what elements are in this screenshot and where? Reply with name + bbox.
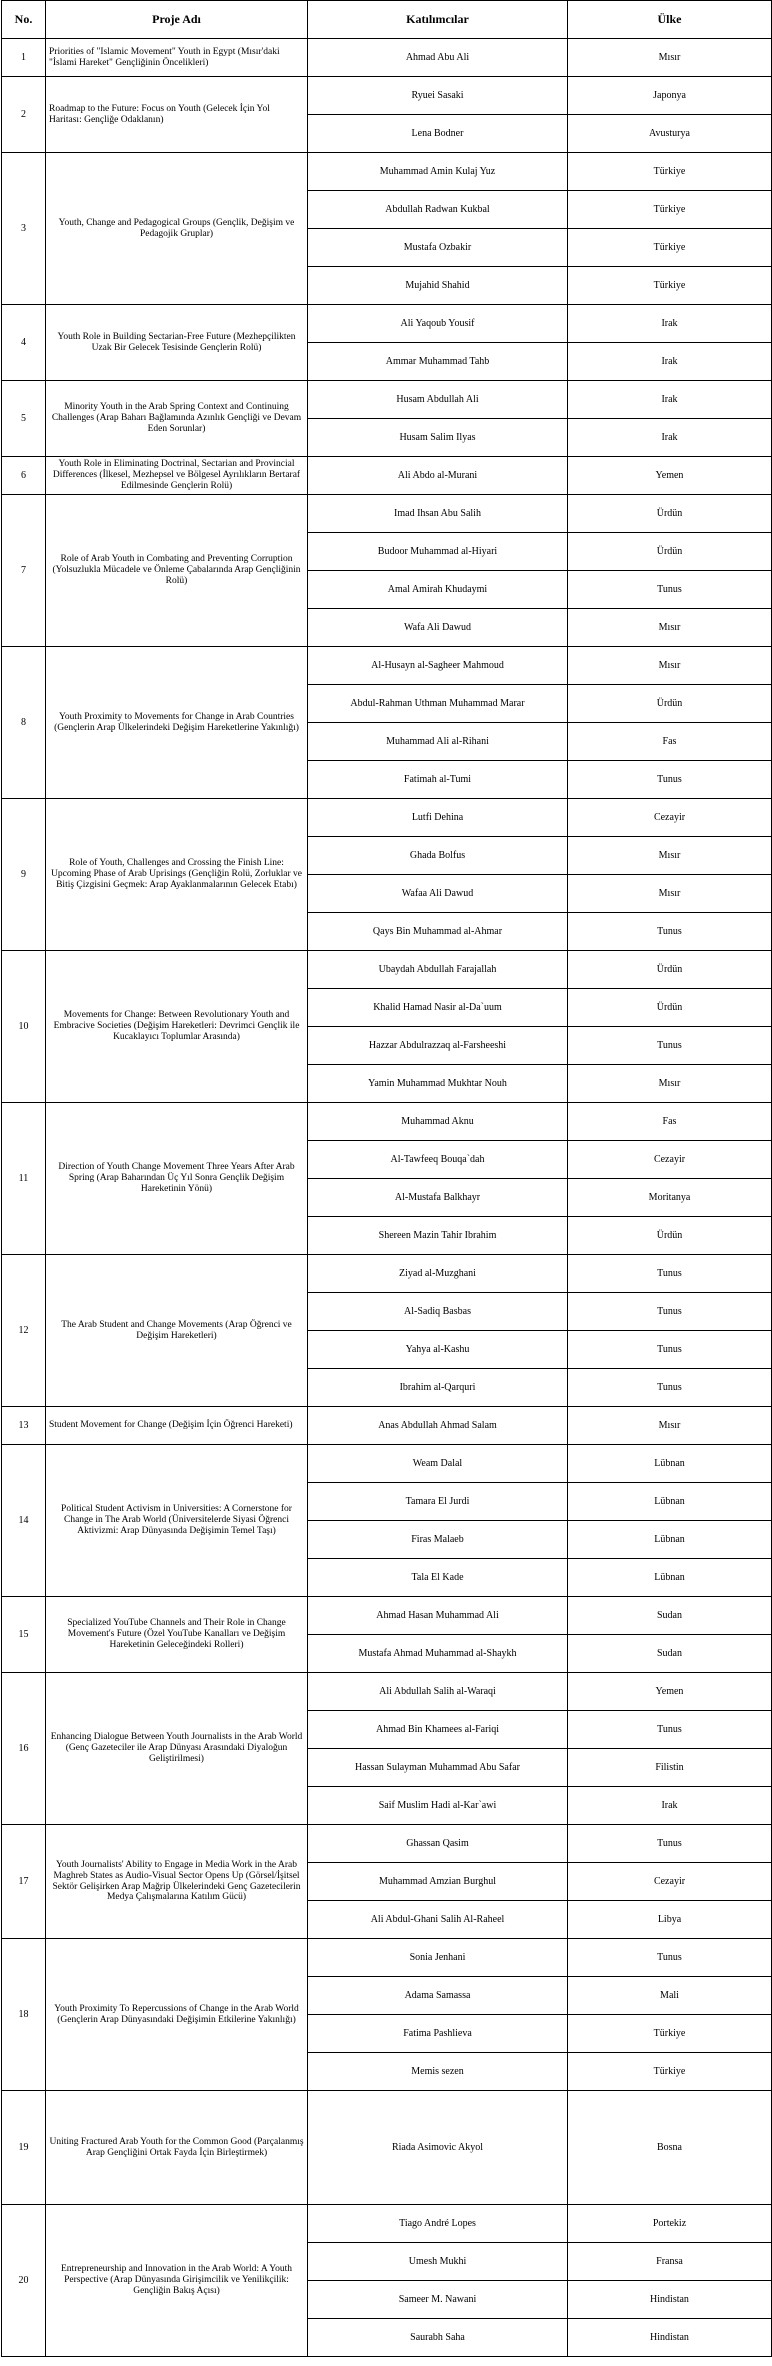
participant-name: Shereen Mazin Tahir Ibrahim xyxy=(308,1217,568,1255)
participant-name: Adama Samassa xyxy=(308,1977,568,2015)
participant-country: Libya xyxy=(568,1901,772,1939)
participant-country: Ürdün xyxy=(568,1217,772,1255)
participant-name: Firas Malaeb xyxy=(308,1521,568,1559)
project-number: 12 xyxy=(2,1255,46,1407)
participant-name: Muhammad Ali al-Rihani xyxy=(308,723,568,761)
table-row xyxy=(2,951,772,989)
participant-country: Irak xyxy=(568,381,772,419)
project-number: 18 xyxy=(2,1939,46,2091)
participant-country: Irak xyxy=(568,305,772,343)
participant-country: Filistin xyxy=(568,1749,772,1787)
projects-table xyxy=(1,0,772,2357)
project-title: Youth Journalists' Ability to Engage in Media Work in the Arab Maghreb States as Audio-Visual Sector Opens Up (Görsel/İşitsel Sektör Gelişirken Arap Mağrip Ülkelerindeki Genç Gazetecilerin Medya Çalışmalarına Katılım Gücü) xyxy=(46,1825,308,1939)
table-row xyxy=(2,799,772,837)
participant-country: Tunus xyxy=(568,1939,772,1977)
participant-name: Muhammad Amin Kulaj Yuz xyxy=(308,153,568,191)
participant-name: Wafa Ali Dawud xyxy=(308,609,568,647)
participant-country: Sudan xyxy=(568,1635,772,1673)
project-title: Youth, Change and Pedagogical Groups (Gençlik, Değişim ve Pedagojik Gruplar) xyxy=(46,153,308,305)
participant-country: Irak xyxy=(568,419,772,457)
participant-name: Al-Tawfeeq Bouqa`dah xyxy=(308,1141,568,1179)
participant-name: Weam Dalal xyxy=(308,1445,568,1483)
participant-name: Hazzar Abdulrazzaq al-Farsheeshi xyxy=(308,1027,568,1065)
participant-country: Tunus xyxy=(568,1825,772,1863)
project-title: Youth Proximity To Repercussions of Change in the Arab World (Gençlerin Arap Dünyasındaki Değişimin Etkilerine Yakınlığı) xyxy=(46,1939,308,2091)
participant-country: Bosna xyxy=(568,2091,772,2205)
project-number: 5 xyxy=(2,381,46,457)
project-title: Student Movement for Change (Değişim İçin Öğrenci Hareketi) xyxy=(46,1407,308,1445)
participant-country: Tunus xyxy=(568,913,772,951)
project-title: Priorities of "Islamic Movement" Youth in Egypt (Mısır'daki "İslami Hareket" Gençliğinin Öncelikleri) xyxy=(46,39,308,77)
project-number: 8 xyxy=(2,647,46,799)
participant-name: Abdullah Radwan Kukbal xyxy=(308,191,568,229)
participant-country: Lübnan xyxy=(568,1483,772,1521)
participant-name: Wafaa Ali Dawud xyxy=(308,875,568,913)
table-row xyxy=(2,1445,772,1483)
participant-country: Mali xyxy=(568,1977,772,2015)
project-number: 4 xyxy=(2,305,46,381)
participant-country: Mısır xyxy=(568,39,772,77)
participant-country: Mısır xyxy=(568,1065,772,1103)
project-title: Roadmap to the Future: Focus on Youth (Gelecek İçin Yol Haritası: Gençliğe Odaklanın) xyxy=(46,77,308,153)
participant-name: Riada Asimovic Akyol xyxy=(308,2091,568,2205)
participant-country: Türkiye xyxy=(568,191,772,229)
table-row xyxy=(2,77,772,115)
participant-country: Türkiye xyxy=(568,229,772,267)
participant-country: Lübnan xyxy=(568,1521,772,1559)
table-row xyxy=(2,1597,772,1635)
participant-country: Tunus xyxy=(568,1255,772,1293)
project-number: 2 xyxy=(2,77,46,153)
participant-country: Moritanya xyxy=(568,1179,772,1217)
participant-name: Saif Muslim Hadi al-Kar`awi xyxy=(308,1787,568,1825)
participant-country: Avusturya xyxy=(568,115,772,153)
participant-name: Saurabh Saha xyxy=(308,2319,568,2357)
project-title: Political Student Activism in Universities: A Cornerstone for Change in The Arab World (Üniversitelerde Siyasi Öğrenci Aktivizmi: Arap Dünyasında Değişimin Temel Taşı) xyxy=(46,1445,308,1597)
project-number: 17 xyxy=(2,1825,46,1939)
participant-country: Japonya xyxy=(568,77,772,115)
participant-name: Memis sezen xyxy=(308,2053,568,2091)
project-number: 3 xyxy=(2,153,46,305)
participant-name: Hassan Sulayman Muhammad Abu Safar xyxy=(308,1749,568,1787)
table-row xyxy=(2,457,772,495)
participant-country: Tunus xyxy=(568,1293,772,1331)
participant-country: Türkiye xyxy=(568,2015,772,2053)
participant-name: Ubaydah Abdullah Farajallah xyxy=(308,951,568,989)
table-row xyxy=(2,1103,772,1141)
participant-country: Türkiye xyxy=(568,267,772,305)
project-title: Youth Role in Eliminating Doctrinal, Sectarian and Provincial Differences (İlkesel, Mezhepsel ve Bölgesel Ayrılıkların Bertaraf Edilmesinde Gençlerin Rolü) xyxy=(46,457,308,495)
project-number: 15 xyxy=(2,1597,46,1673)
project-title: Specialized YouTube Channels and Their Role in Change Movement's Future (Özel YouTube Kanalları ve Değişim Hareketinin Geleceğindeki Rolleri) xyxy=(46,1597,308,1673)
header-participants: Katılımcılar xyxy=(308,1,568,39)
participant-country: Fransa xyxy=(568,2243,772,2281)
participant-country: Tunus xyxy=(568,1369,772,1407)
participant-country: Türkiye xyxy=(568,2053,772,2091)
project-number: 7 xyxy=(2,495,46,647)
participant-name: Ali Abdul-Ghani Salih Al-Raheel xyxy=(308,1901,568,1939)
participant-name: Mustafa Ozbakir xyxy=(308,229,568,267)
project-number: 1 xyxy=(2,39,46,77)
project-number: 6 xyxy=(2,457,46,495)
participant-country: Yemen xyxy=(568,1673,772,1711)
participant-name: Muhammad Aknu xyxy=(308,1103,568,1141)
participant-name: Lutfi Dehina xyxy=(308,799,568,837)
participant-name: Fatimah al-Tumi xyxy=(308,761,568,799)
project-number: 11 xyxy=(2,1103,46,1255)
participant-name: Khalid Hamad Nasir al-Da`uum xyxy=(308,989,568,1027)
project-number: 14 xyxy=(2,1445,46,1597)
participant-country: Hindistan xyxy=(568,2281,772,2319)
project-title: Role of Youth, Challenges and Crossing the Finish Line: Upcoming Phase of Arab Uprisings (Gençliğin Rolü, Zorluklar ve Bitiş Çizgisini Geçmek: Arap Ayaklanmalarının Gelecek Etabı) xyxy=(46,799,308,951)
participant-name: Ghassan Qasim xyxy=(308,1825,568,1863)
participant-name: Abdul-Rahman Uthman Muhammad Marar xyxy=(308,685,568,723)
participant-country: Ürdün xyxy=(568,495,772,533)
table-row xyxy=(2,381,772,419)
table-row xyxy=(2,39,772,77)
participant-name: Mujahid Shahid xyxy=(308,267,568,305)
participant-country: Ürdün xyxy=(568,951,772,989)
participant-country: Fas xyxy=(568,723,772,761)
project-title: Movements for Change: Between Revolutionary Youth and Embracive Societies (Değişim Hareketleri: Devrimci Gençlik ile Kucaklayıcı Toplumlar Arasında) xyxy=(46,951,308,1103)
table-row xyxy=(2,2205,772,2243)
participant-name: Sonia Jenhani xyxy=(308,1939,568,1977)
participant-country: Mısır xyxy=(568,647,772,685)
participant-name: Budoor Muhammad al-Hiyari xyxy=(308,533,568,571)
participant-country: Hindistan xyxy=(568,2319,772,2357)
participant-name: Ibrahim al-Qarquri xyxy=(308,1369,568,1407)
participant-name: Umesh Mukhi xyxy=(308,2243,568,2281)
project-title: Direction of Youth Change Movement Three Years After Arab Spring (Arap Baharından Üç Yıl Sonra Gençlik Değişim Hareketinin Yönü) xyxy=(46,1103,308,1255)
project-title: Youth Role in Building Sectarian-Free Future (Mezhepçilikten Uzak Bir Gelecek Tesisinde Gençlerin Rolü) xyxy=(46,305,308,381)
table-body xyxy=(2,39,772,2357)
participant-country: Cezayir xyxy=(568,799,772,837)
participant-country: Mısır xyxy=(568,609,772,647)
participant-name: Tiago André Lopes xyxy=(308,2205,568,2243)
table-row xyxy=(2,1825,772,1863)
participant-country: Yemen xyxy=(568,457,772,495)
table-row xyxy=(2,153,772,191)
table-row xyxy=(2,647,772,685)
project-title: Youth Proximity to Movements for Change in Arab Countries (Gençlerin Arap Ülkelerindeki Değişim Hareketlerine Yakınlığı) xyxy=(46,647,308,799)
table-row xyxy=(2,1255,772,1293)
participant-country: Türkiye xyxy=(568,153,772,191)
participant-country: Cezayir xyxy=(568,1141,772,1179)
participant-name: Ghada Bolfus xyxy=(308,837,568,875)
participant-country: Fas xyxy=(568,1103,772,1141)
table-row xyxy=(2,495,772,533)
participant-name: Al-Mustafa Balkhayr xyxy=(308,1179,568,1217)
participant-name: Tala El Kade xyxy=(308,1559,568,1597)
participant-name: Husam Abdullah Ali xyxy=(308,381,568,419)
participant-name: Al-Husayn al-Sagheer Mahmoud xyxy=(308,647,568,685)
participant-name: Ahmad Bin Khamees al-Fariqi xyxy=(308,1711,568,1749)
participant-name: Al-Sadiq Basbas xyxy=(308,1293,568,1331)
participant-name: Ali Yaqoub Yousif xyxy=(308,305,568,343)
project-title: Enhancing Dialogue Between Youth Journalists in the Arab World (Genç Gazeteciler ile Arap Dünyası Arasındaki Diyaloğun Geliştirilmesi) xyxy=(46,1673,308,1825)
participant-country: Tunus xyxy=(568,1027,772,1065)
participant-country: Ürdün xyxy=(568,989,772,1027)
project-title: Role of Arab Youth in Combating and Preventing Corruption (Yolsuzlukla Mücadele ve Önleme Çabalarında Arap Gençliğinin Rolü) xyxy=(46,495,308,647)
project-title: Minority Youth in the Arab Spring Context and Continuing Challenges (Arap Baharı Bağlamında Azınlık Gençliği ve Devam Eden Sorunlar) xyxy=(46,381,308,457)
participant-country: Mısır xyxy=(568,875,772,913)
participant-country: Tunus xyxy=(568,1331,772,1369)
participant-country: Mısır xyxy=(568,837,772,875)
participant-country: Ürdün xyxy=(568,685,772,723)
project-title: Uniting Fractured Arab Youth for the Common Good (Parçalanmış Arap Gençliğini Ortak Fayda İçin Birleştirmek) xyxy=(46,2091,308,2205)
participant-name: Imad Ihsan Abu Salih xyxy=(308,495,568,533)
participant-name: Amal Amirah Khudaymi xyxy=(308,571,568,609)
project-number: 19 xyxy=(2,2091,46,2205)
participant-name: Mustafa Ahmad Muhammad al-Shaykh xyxy=(308,1635,568,1673)
table-row xyxy=(2,1407,772,1445)
project-number: 9 xyxy=(2,799,46,951)
participant-name: Yamin Muhammad Mukhtar Nouh xyxy=(308,1065,568,1103)
header-no: No. xyxy=(2,1,46,39)
participant-name: Ali Abdo al-Murani xyxy=(308,457,568,495)
participant-country: Irak xyxy=(568,343,772,381)
participant-name: Husam Salim Ilyas xyxy=(308,419,568,457)
participant-name: Muhammad Amzian Burghul xyxy=(308,1863,568,1901)
participant-name: Anas Abdullah Ahmad Salam xyxy=(308,1407,568,1445)
participant-name: Lena Bodner xyxy=(308,115,568,153)
header-project: Proje Adı xyxy=(46,1,308,39)
project-title: Entrepreneurship and Innovation in the Arab World: A Youth Perspective (Arap Dünyasında Girişimcilik ve Yenilikçilik: Gençliğin Bakış Açısı) xyxy=(46,2205,308,2357)
participant-name: Ahmad Hasan Muhammad Ali xyxy=(308,1597,568,1635)
participant-name: Qays Bin Muhammad al-Ahmar xyxy=(308,913,568,951)
project-number: 16 xyxy=(2,1673,46,1825)
participant-country: Tunus xyxy=(568,1711,772,1749)
table-row xyxy=(2,305,772,343)
participant-country: Lübnan xyxy=(568,1445,772,1483)
participant-name: Ziyad al-Muzghani xyxy=(308,1255,568,1293)
participant-country: Tunus xyxy=(568,571,772,609)
project-number: 20 xyxy=(2,2205,46,2357)
project-number: 13 xyxy=(2,1407,46,1445)
participant-country: Portekiz xyxy=(568,2205,772,2243)
participant-country: Lübnan xyxy=(568,1559,772,1597)
participant-country: Sudan xyxy=(568,1597,772,1635)
project-title: The Arab Student and Change Movements (Arap Öğrenci ve Değişim Hareketleri) xyxy=(46,1255,308,1407)
participant-name: Ammar Muhammad Tahb xyxy=(308,343,568,381)
participant-name: Ali Abdullah Salih al-Waraqi xyxy=(308,1673,568,1711)
participant-name: Fatima Pashlieva xyxy=(308,2015,568,2053)
participant-name: Sameer M. Nawani xyxy=(308,2281,568,2319)
participant-country: Cezayir xyxy=(568,1863,772,1901)
participant-country: Irak xyxy=(568,1787,772,1825)
header-country: Ülke xyxy=(568,1,772,39)
participant-name: Tamara El Jurdi xyxy=(308,1483,568,1521)
participant-country: Ürdün xyxy=(568,533,772,571)
table-row xyxy=(2,2091,772,2205)
table-row xyxy=(2,1939,772,1977)
participant-name: Yahya al-Kashu xyxy=(308,1331,568,1369)
table-row xyxy=(2,1673,772,1711)
participant-country: Tunus xyxy=(568,761,772,799)
project-number: 10 xyxy=(2,951,46,1103)
participant-name: Ryuei Sasaki xyxy=(308,77,568,115)
participant-country: Mısır xyxy=(568,1407,772,1445)
participant-name: Ahmad Abu Ali xyxy=(308,39,568,77)
header-row xyxy=(2,1,772,39)
